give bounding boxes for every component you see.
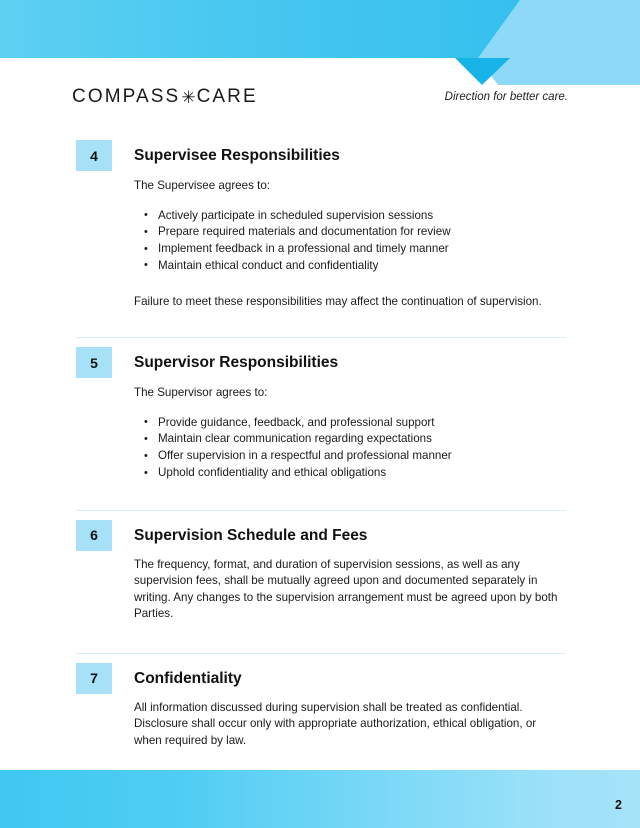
section-body [134, 700, 566, 750]
section-header [76, 140, 566, 171]
section-title: Supervision Schedule and Fees [134, 526, 368, 544]
section-divider [76, 510, 566, 511]
section-body [134, 178, 566, 310]
section-header [76, 347, 566, 378]
logo-text-right: CARE [196, 86, 258, 107]
section-divider [76, 653, 566, 654]
section-confidentiality [76, 653, 566, 750]
brand-row [0, 84, 640, 118]
section-number-badge: 7 [76, 663, 112, 694]
list-item: • Uphold confidentiality and ethical obligations [158, 465, 566, 482]
section-outro: Failure to meet these responsibilities may affect the continuation of supervision. [134, 294, 542, 308]
section-number-badge: 5 [76, 347, 112, 378]
spacer [134, 275, 566, 287]
list-item: • Prepare required materials and documentation for review [158, 224, 566, 241]
page-number: 2 [615, 798, 622, 812]
section-supervision-schedule-and-fees [76, 510, 566, 623]
section-supervisee-responsibilities [76, 140, 566, 310]
section-paragraph: All information discussed during supervision shall be treated as confidential. Disclosure shall occur only with appropriate authorization, ethical obligation, or when required by law. [134, 700, 537, 747]
section-header [76, 520, 566, 551]
section-divider [76, 337, 566, 338]
logo-text-left: COMPASS [72, 86, 181, 107]
section-number-badge: 4 [76, 140, 112, 171]
compass-star-icon: ✳ [181, 88, 196, 107]
section-number-badge: 6 [76, 520, 112, 551]
section-supervisor-responsibilities [76, 337, 566, 482]
section-header [76, 663, 566, 694]
section-intro: The Supervisee agrees to: [134, 179, 270, 192]
list-item: • Maintain clear communication regarding expectations [158, 431, 566, 448]
section-bullet-list [134, 415, 566, 482]
list-item: • Offer supervision in a respectful and professional manner [158, 448, 566, 465]
tagline: Direction for better care. [444, 91, 568, 103]
section-body [134, 557, 566, 623]
logo [72, 84, 258, 110]
section-intro: The Supervisor agrees to: [134, 386, 268, 400]
header-decoration [0, 0, 640, 90]
list-item: • Actively participate in scheduled supervision sessions [158, 208, 566, 225]
section-title: Supervisee Responsibilities [134, 147, 340, 164]
list-item: • Provide guidance, feedback, and professional support [158, 415, 566, 432]
section-title: Supervisor Responsibilities [134, 354, 339, 372]
list-item: • Maintain ethical conduct and confidentiality [158, 258, 566, 275]
section-bullet-list [134, 208, 566, 275]
section-paragraph: The frequency, format, and duration of supervision sessions, as well as any supervision fees, shall be mutually agreed upon and documented separately in writing. Any changes to the supervision arrangement must be agreed upon by both Parties. [134, 557, 558, 621]
footer-band [0, 770, 640, 828]
section-body [134, 385, 566, 482]
document-content [76, 140, 566, 749]
section-title: Confidentiality [134, 669, 242, 687]
list-item: • Implement feedback in a professional and timely manner [158, 241, 566, 258]
header-band-cyan [0, 0, 520, 58]
